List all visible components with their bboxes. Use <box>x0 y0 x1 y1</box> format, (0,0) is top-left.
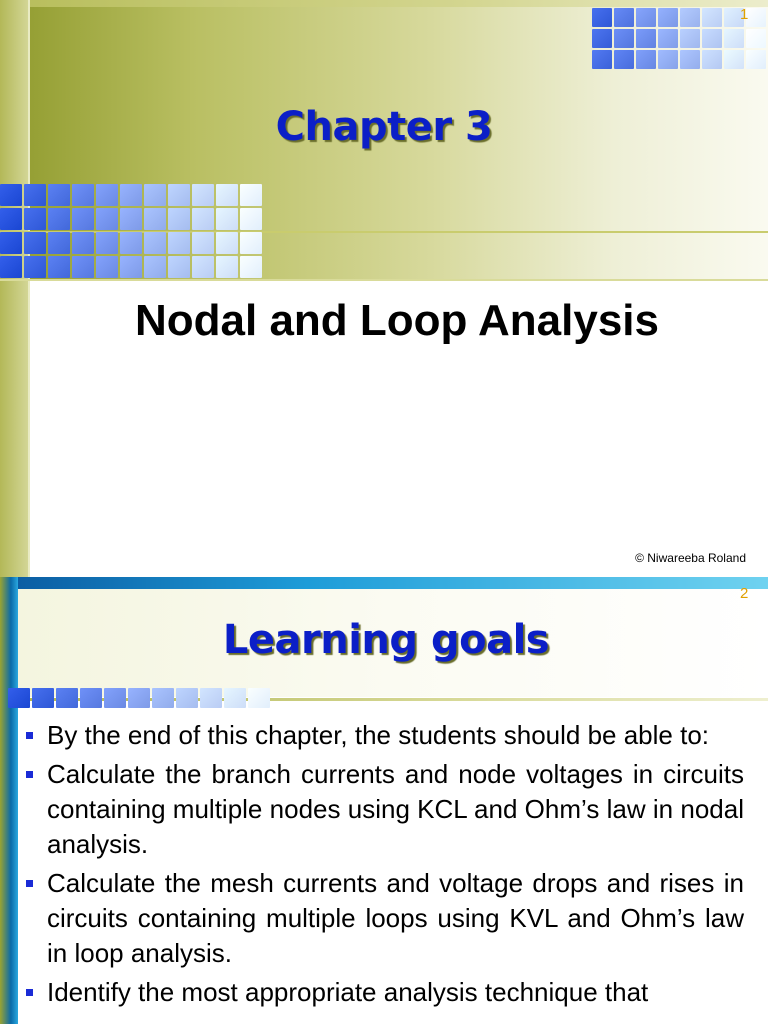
square-bullet-icon <box>26 989 33 996</box>
decorative-tile <box>680 8 700 27</box>
chapter-title: Chapter 3 <box>275 104 493 150</box>
decorative-tile <box>104 688 126 708</box>
decorative-tile <box>48 232 70 254</box>
decorative-tile <box>8 688 30 708</box>
decorative-tile <box>0 208 22 230</box>
decorative-tile <box>144 184 166 206</box>
decorative-tile <box>248 688 270 708</box>
decorative-tile <box>702 50 722 69</box>
decorative-tile <box>746 50 766 69</box>
decorative-tile <box>72 184 94 206</box>
decorative-tile <box>746 29 766 48</box>
slide-number: 2 <box>740 585 749 602</box>
decorative-tile <box>614 50 634 69</box>
decorative-tile <box>192 256 214 278</box>
decorative-tile <box>592 8 612 27</box>
decorative-tile <box>168 208 190 230</box>
decorative-tile <box>32 688 54 708</box>
decorative-tile <box>216 208 238 230</box>
decorative-tile <box>96 208 118 230</box>
decorative-tile <box>168 232 190 254</box>
decorative-tile <box>72 232 94 254</box>
decorative-tile <box>192 208 214 230</box>
decorative-tile <box>24 208 46 230</box>
decorative-tile <box>240 208 262 230</box>
list-item: Calculate the mesh currents and voltage drops and rises in circuits containing multiple loops using KVL and Ohm’s law in loop analysis. <box>22 866 744 971</box>
decorative-tile <box>80 688 102 708</box>
square-bullet-icon <box>26 880 33 887</box>
top-frame <box>0 577 768 589</box>
decorative-tile <box>192 232 214 254</box>
decorative-tile <box>216 232 238 254</box>
decorative-tile <box>216 256 238 278</box>
decorative-tile <box>120 256 142 278</box>
decorative-tile <box>192 184 214 206</box>
decorative-tile <box>56 688 78 708</box>
decorative-tile <box>680 50 700 69</box>
decorative-tile <box>168 256 190 278</box>
decorative-tile <box>24 232 46 254</box>
decorative-tile <box>0 184 22 206</box>
decorative-tile <box>96 256 118 278</box>
decorative-tile <box>0 256 22 278</box>
slide-2 <box>0 577 768 1024</box>
slide-title: Learning goals <box>222 617 550 663</box>
list-item: Calculate the branch currents and node voltages in circuits containing multiple nodes using KCL and Ohm’s law in nodal analysis. <box>22 757 744 862</box>
list-item: Identify the most appropriate analysis technique that <box>22 975 744 1010</box>
decorative-tile <box>176 688 198 708</box>
decorative-tile <box>658 50 678 69</box>
decorative-tile <box>636 50 656 69</box>
decorative-tile <box>72 208 94 230</box>
decorative-tile <box>144 256 166 278</box>
top-stripe <box>0 0 768 7</box>
decorative-tile <box>702 29 722 48</box>
decorative-tile <box>724 50 744 69</box>
decorative-tile <box>72 256 94 278</box>
decorative-tile <box>240 232 262 254</box>
decorative-tile <box>200 688 222 708</box>
decorative-tile <box>224 688 246 708</box>
decorative-tile <box>658 8 678 27</box>
decorative-tile <box>128 688 150 708</box>
learning-goals-list <box>22 718 744 1014</box>
decorative-tile <box>120 184 142 206</box>
band-bottom-line <box>0 279 768 281</box>
decorative-tile <box>144 232 166 254</box>
decorative-tile <box>680 29 700 48</box>
decorative-tile <box>216 184 238 206</box>
decorative-tile <box>168 184 190 206</box>
decorative-tile <box>636 8 656 27</box>
chapter-subtitle: Nodal and Loop Analysis <box>135 296 659 345</box>
decorative-tile <box>120 232 142 254</box>
square-bullet-icon <box>26 771 33 778</box>
decorative-tile <box>144 208 166 230</box>
decorative-tile <box>240 184 262 206</box>
decorative-tile <box>240 256 262 278</box>
decorative-tile <box>592 29 612 48</box>
decorative-tile <box>96 184 118 206</box>
slide-number: 1 <box>740 6 749 23</box>
decorative-tile-grid-left <box>0 184 262 278</box>
decorative-tile <box>746 8 766 27</box>
left-stripe <box>0 0 30 577</box>
copyright-notice: © Niwareeba Roland <box>635 551 746 565</box>
decorative-tile-row <box>8 688 270 708</box>
decorative-tile <box>48 184 70 206</box>
decorative-tile <box>614 8 634 27</box>
square-bullet-icon <box>26 732 33 739</box>
decorative-tile <box>24 256 46 278</box>
decorative-tile <box>48 256 70 278</box>
list-item: By the end of this chapter, the students should be able to: <box>22 718 744 753</box>
decorative-tile <box>724 29 744 48</box>
decorative-tile <box>614 29 634 48</box>
decorative-tile <box>0 232 22 254</box>
left-divider <box>28 0 30 577</box>
decorative-tile <box>152 688 174 708</box>
decorative-tile <box>48 208 70 230</box>
decorative-tile <box>24 184 46 206</box>
decorative-tile <box>120 208 142 230</box>
decorative-tile <box>702 8 722 27</box>
decorative-tile <box>96 232 118 254</box>
decorative-tile <box>658 29 678 48</box>
decorative-tile <box>636 29 656 48</box>
decorative-tile <box>592 50 612 69</box>
